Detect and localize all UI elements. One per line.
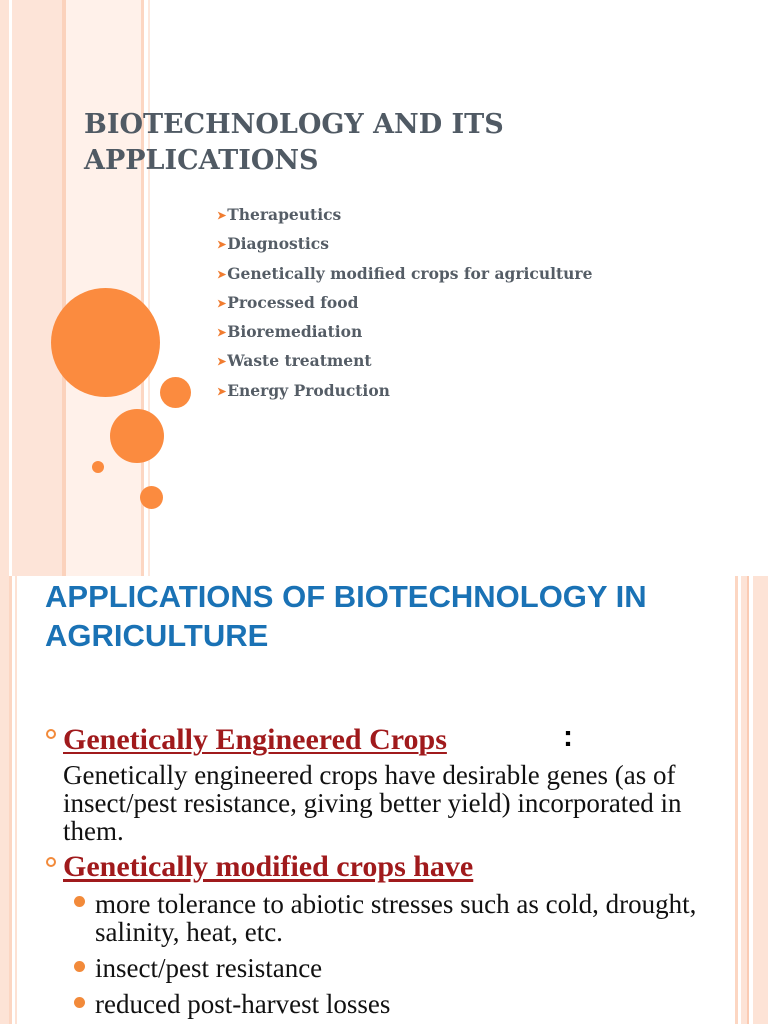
list-item (217, 232, 592, 261)
list-item-text: reduced post-harvest losses (95, 989, 391, 1019)
list-item-label: Energy Production (227, 380, 390, 400)
applications-list (217, 203, 592, 408)
section-body-text: Genetically engineered crops have desirable genes (as of insect/pest resistance, giving better yield) incorporated in them. (63, 760, 682, 846)
ring-bullet-icon (46, 729, 56, 739)
decorative-circle-large (51, 288, 160, 397)
decorative-stripe (0, 0, 9, 576)
list-item (217, 291, 592, 320)
list-item-text: insect/pest resistance (95, 953, 323, 983)
list-item-text: more tolerance to abiotic stresses such as cold, drought, salinity, heat, etc. (95, 889, 697, 947)
decorative-circle (110, 409, 164, 463)
slide-title: BIOTECHNOLOGY AND ITS APPLICATIONS (84, 109, 504, 176)
decorative-circle (140, 486, 163, 509)
dot-bullet-icon (74, 961, 85, 972)
list-item (217, 262, 592, 291)
decorative-stripe (12, 0, 62, 576)
list-item (217, 379, 592, 408)
slide-title: APPLICATIONS OF BIOTECHNOLOGY IN AGRICULTURE (45, 579, 647, 653)
arrow-bullet-icon: ➤ (217, 384, 227, 398)
section-heading-engineered-crops: Genetically Engineered Crops (63, 723, 447, 756)
list-item (217, 320, 592, 349)
decorative-stripe (753, 576, 768, 1024)
arrow-bullet-icon: ➤ (217, 296, 227, 310)
list-item-label: Waste treatment (227, 351, 372, 371)
arrow-bullet-icon: ➤ (217, 238, 227, 252)
dot-bullet-icon (74, 896, 85, 907)
decorative-circle-small (92, 461, 104, 473)
list-item-label: Therapeutics (227, 205, 342, 224)
arrow-bullet-icon: ➤ (217, 355, 227, 369)
list-item-label: Diagnostics (227, 234, 329, 254)
arrow-bullet-icon: ➤ (217, 326, 227, 340)
decorative-stripe (15, 576, 17, 1024)
dot-bullet-icon (74, 997, 85, 1008)
section-heading-modified-crops: Genetically modified crops have (63, 850, 474, 883)
list-item-label: Processed food (227, 292, 359, 312)
decorative-circle (160, 377, 191, 408)
arrow-bullet-icon: ➤ (217, 209, 227, 222)
list-item-label: Bioremediation (227, 322, 363, 342)
arrow-bullet-icon: ➤ (217, 267, 227, 281)
heading-colon: : (563, 720, 573, 753)
list-item (217, 349, 592, 378)
list-item-label: Genetically modified crops for agriculture (227, 263, 593, 283)
ring-bullet-icon (46, 857, 56, 867)
list-item (217, 203, 592, 232)
decorative-stripe (0, 576, 9, 1024)
